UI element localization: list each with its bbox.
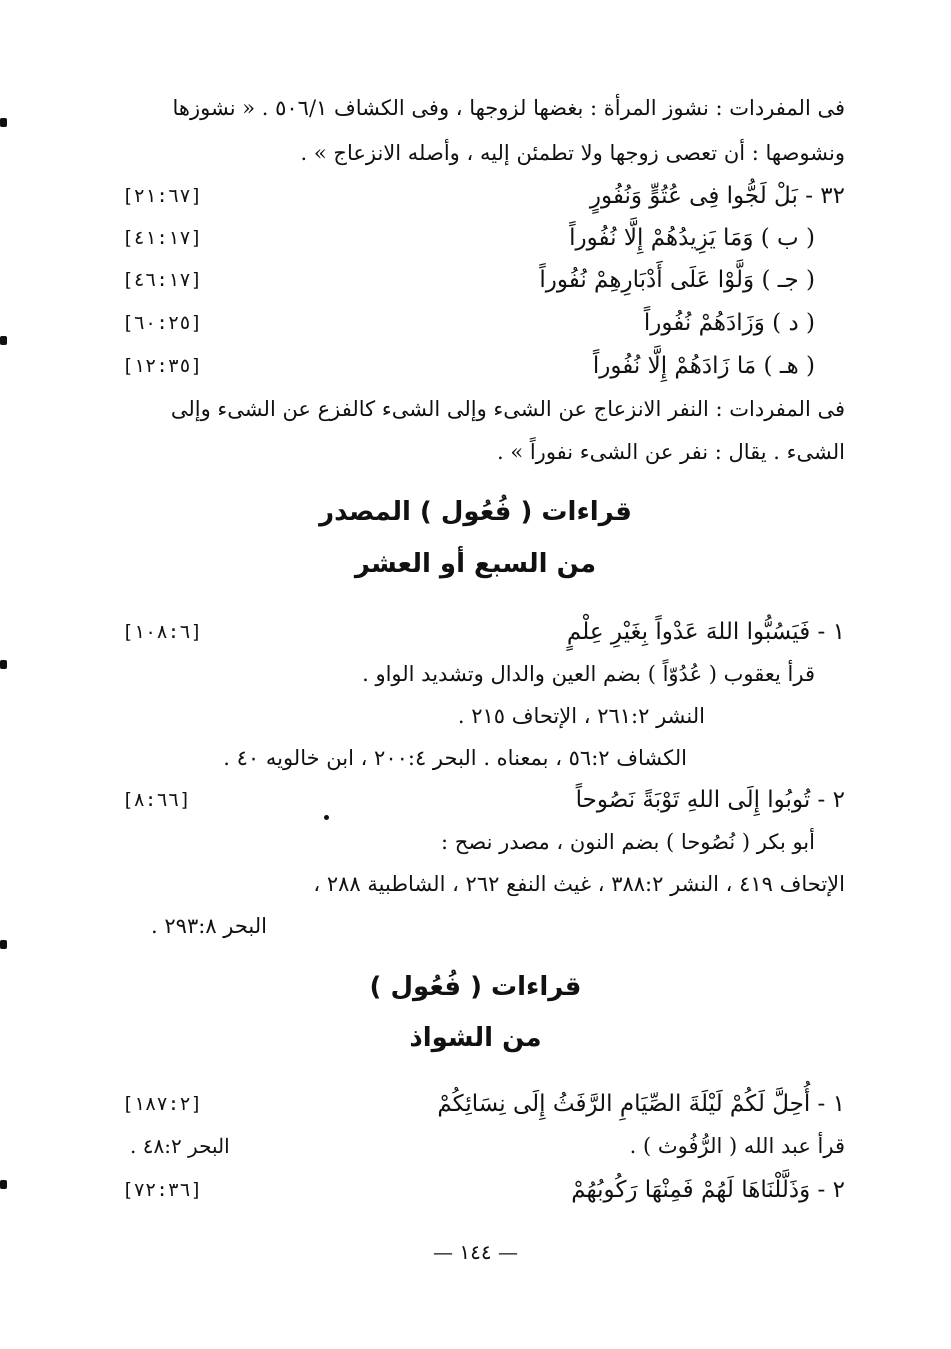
source-citation: البحر ٢٩٣:٨ .: [151, 914, 267, 938]
paragraph-line: فى المفردات : النفر الانزعاج عن الشىء وإلى الشىء كالفزع عن الشىء وإلى: [170, 397, 845, 421]
section-title: قراءات ( فُعُول ): [369, 972, 582, 1002]
paragraph-line: فى المفردات : نشوز المرأة : بغضها لزوجها ، وفى الكشاف ٥٠٦/١ . « نشوزها: [172, 96, 845, 120]
note-line: [110, 1126, 845, 1166]
page-number: — ١٤٤ —: [433, 1240, 518, 1264]
scan-edge-mark: [0, 118, 7, 127]
verse-reference: [٦٠:٢٥]: [122, 312, 203, 334]
verse-line: [110, 176, 845, 216]
text-line: [110, 88, 845, 128]
reading-note: أبو بكر ( نُصُوحا ) بضم النون ، مصدر نصح :: [441, 830, 815, 854]
verse-line: [110, 780, 845, 820]
text-line: [110, 389, 845, 429]
scan-edge-mark: [0, 940, 7, 949]
verse-text: ( ب ) وَمَا يَزِيدُهُمْ إِلَّا نُفُوراً: [569, 225, 815, 251]
verse-text: ٢ - وَذَلَّلْنَاهَا لَهُمْ فَمِنْهَا رَكُوبُهُمْ: [571, 1177, 845, 1203]
note-line: [110, 906, 845, 946]
verse-reference: [١٠٨:٦]: [122, 621, 203, 643]
verse-text: ( جـ ) وَلَّوْا عَلَى أَدْبَارِهِمْ نُفُوراً: [539, 267, 815, 293]
verse-text: ١ - أُحِلَّ لَكُمْ لَيْلَةَ الصِّيَامِ الرَّفَثُ إِلَى نِسَائِكُمْ: [437, 1091, 845, 1117]
verse-text: ( د ) وَزَادَهُمْ نُفُوراً: [643, 310, 815, 336]
note-line: [110, 822, 845, 862]
paragraph-line: ونشوصها : أن تعصى زوجها ولا تطمئن إليه ، وأصله الانزعاج » .: [300, 141, 845, 165]
verse-reference: [٧٢:٣٦]: [122, 1179, 203, 1201]
reading-note: قرأ يعقوب ( عُدُوّاً ) بضم العين والدال وتشديد الواو .: [362, 662, 815, 686]
reading-note: قرأ عبد الله ( الرُّفُوث ) .: [629, 1134, 845, 1158]
note-line: [110, 654, 845, 694]
verse-reference: [١٢:٣٥]: [122, 355, 203, 377]
source-citation: الإتحاف ٤١٩ ، النشر ٣٨٨:٢ ، غيث النفع ٢٦٢ ، الشاطبية ٢٨٨ ،: [313, 872, 845, 896]
verse-line: [110, 1170, 845, 1210]
verse-line: [110, 303, 845, 343]
source-citation: الكشاف ٥٦:٢ ، بمعناه . البحر ٢٠٠:٤ ، ابن خالويه ٤٠ .: [223, 746, 687, 770]
verse-line: [110, 260, 845, 300]
verse-reference: [١٨٧:٢]: [122, 1093, 203, 1115]
verse-line: [110, 1084, 845, 1124]
section-subtitle: من السبع أو العشر: [354, 549, 597, 579]
text-line: [110, 133, 845, 173]
verse-reference: [٨:٦٦]: [122, 789, 191, 811]
note-line: [110, 738, 845, 778]
verse-reference: [٤١:١٧]: [122, 227, 203, 249]
scan-edge-mark: [0, 660, 7, 669]
verse-line: [110, 346, 845, 386]
verse-reference: [٤٦:١٧]: [122, 269, 203, 291]
verse-line: [110, 218, 845, 258]
verse-text: ١ - فَيَسُبُّوا اللهَ عَدْواً بِغَيْرِ عِلْمٍ: [566, 619, 845, 645]
note-line: [110, 696, 845, 736]
paragraph-line: الشىء . يقال : نفر عن الشىء نفوراً » .: [496, 440, 845, 464]
section-subtitle: من الشواذ: [409, 1023, 542, 1053]
verse-text: ٢ - تُوبُوا إِلَى اللهِ تَوْبَةً نَصُوحاً: [575, 787, 845, 813]
section-title: قراءات ( فُعُول ) المصدر: [319, 497, 632, 527]
note-line: [110, 864, 845, 904]
verse-reference: [٢١:٦٧]: [122, 185, 203, 207]
verse-line: [110, 612, 845, 652]
scan-edge-mark: [0, 1180, 7, 1189]
text-line: [110, 432, 845, 472]
source-citation: النشر ٢٦١:٢ ، الإتحاف ٢١٥ .: [457, 704, 705, 728]
source-citation: البحر ٤٨:٢ .: [130, 1134, 230, 1158]
verse-text: ٣٢ - بَلْ لَجُّوا فِى عُتُوٍّ وَنُفُورٍ: [589, 183, 845, 209]
scan-edge-mark: [0, 336, 7, 345]
verse-text: ( هـ ) مَا زَادَهُمْ إِلَّا نُفُوراً: [592, 353, 815, 379]
